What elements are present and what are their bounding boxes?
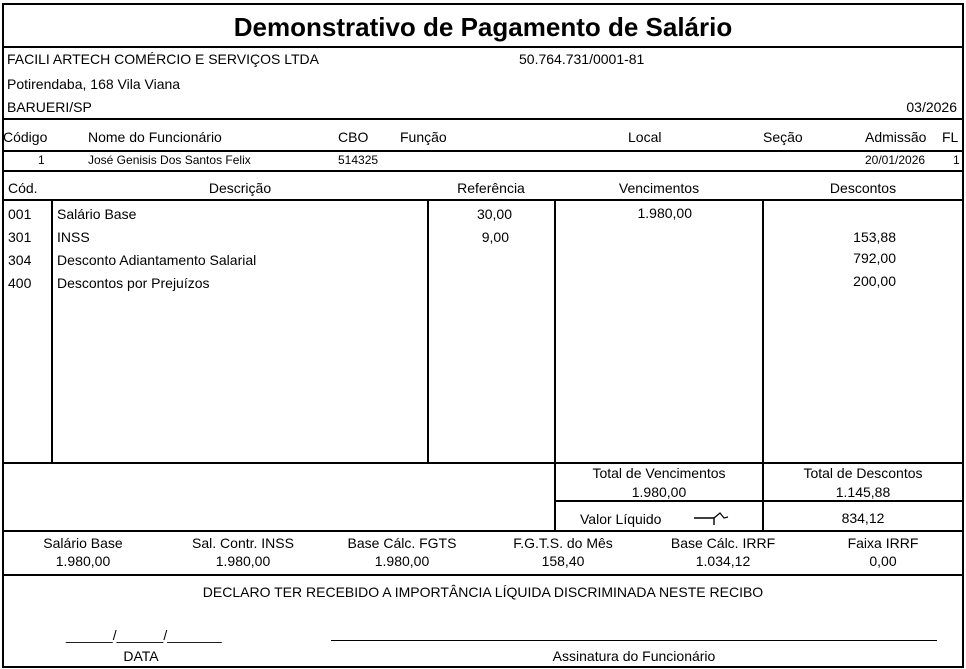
employee-divider: [2, 170, 964, 172]
item-descricao: INSS: [57, 229, 90, 245]
item-cod: 400: [8, 275, 32, 291]
total-descontos-value: 1.145,88: [835, 484, 891, 500]
col-divider-descricao: [427, 199, 429, 463]
total-vencimentos-label: Total de Vencimentos: [592, 465, 726, 481]
items-bottom-divider: [2, 462, 964, 464]
signature-line: [331, 640, 937, 641]
item-descricao: Desconto Adiantamento Salarial: [57, 252, 257, 268]
base-value: 158,40: [541, 553, 585, 569]
employee-nome: José Genisis Dos Santos Felix: [88, 153, 251, 167]
base-value: 1.980,00: [374, 553, 430, 569]
items-header-vencimentos: Vencimentos: [618, 180, 700, 196]
items-header-cod: Cód.: [8, 180, 38, 196]
valor-liquido-label: Valor Líquido: [580, 511, 662, 527]
header-local: Local: [628, 129, 662, 145]
item-descontos: 200,00: [853, 273, 896, 289]
base-value: 1.034,12: [695, 553, 751, 569]
item-referencia: 30,00: [476, 206, 512, 222]
frame-right: [962, 3, 964, 668]
item-descontos: 153,88: [853, 229, 896, 245]
header-funcao: Função: [400, 129, 447, 145]
page-title: Demonstrativo de Pagamento de Salário: [233, 12, 733, 42]
item-descontos: 792,00: [853, 250, 896, 266]
base-label: Salário Base: [43, 535, 123, 551]
company-cnpj: 50.764.731/0001-81: [519, 51, 645, 67]
employee-cbo: 514325: [338, 153, 379, 167]
company-city: BARUERI/SP: [7, 99, 92, 115]
employee-fl: 1: [953, 153, 960, 167]
bases-divider: [2, 574, 964, 576]
header-codigo: Código: [3, 129, 48, 145]
declaration-text: DECLARO TER RECEBIDO A IMPORTÂNCIA LÍQUIDA DISCRIMINADA NESTE RECIBO: [202, 584, 764, 600]
date-blank: ______/______/_______: [66, 627, 222, 643]
col-divider-cod: [51, 199, 53, 463]
item-cod: 304: [8, 252, 32, 268]
employee-admissao: 20/01/2026: [865, 153, 926, 167]
base-label: Faixa IRRF: [847, 535, 919, 551]
base-value: 1.980,00: [55, 553, 111, 569]
company-name: FACILI ARTECH COMÉRCIO E SERVIÇOS LTDA: [7, 51, 319, 67]
items-header-descontos: Descontos: [829, 180, 897, 196]
frame-top: [2, 3, 964, 5]
header-nome: Nome do Funcionário: [88, 129, 222, 145]
base-label: Base Cálc. IRRF: [670, 535, 776, 551]
valor-liquido-value: 834,12: [841, 510, 885, 526]
company-divider: [2, 118, 964, 120]
date-label: DATA: [123, 648, 159, 664]
frame-left: [2, 3, 4, 668]
base-label: Sal. Contr. INSS: [192, 535, 294, 551]
employee-codigo: 1: [38, 153, 45, 167]
col-divider-vencimentos: [762, 199, 764, 531]
col-divider-referencia: [554, 199, 556, 531]
item-vencimentos: 1.980,00: [637, 205, 692, 221]
total-descontos-label: Total de Descontos: [803, 465, 923, 481]
items-header-divider: [2, 199, 964, 201]
item-cod: 301: [8, 229, 32, 245]
frame-bottom: [2, 666, 964, 668]
liquido-divider: [2, 530, 964, 532]
header-cbo: CBO: [338, 129, 369, 145]
base-label: F.G.T.S. do Mês: [513, 535, 613, 551]
arrow-right-icon: [692, 509, 730, 527]
signature-label: Assinatura do Funcionário: [552, 648, 716, 664]
header-secao: Seção: [763, 129, 803, 145]
base-label: Base Cálc. FGTS: [347, 535, 457, 551]
base-value: 1.980,00: [215, 553, 271, 569]
items-header-referencia: Referência: [457, 180, 525, 196]
item-descricao: Salário Base: [57, 206, 137, 222]
employee-header-divider: [2, 150, 964, 152]
item-descricao: Descontos por Prejuízos: [57, 275, 210, 291]
totals-divider: [554, 500, 964, 502]
item-cod: 001: [8, 206, 32, 222]
title-divider: [2, 46, 964, 48]
header-fl: FL: [942, 129, 959, 145]
header-admissao: Admissão: [865, 129, 927, 145]
item-referencia: 9,00: [481, 229, 509, 245]
items-header-descricao: Descrição: [208, 180, 272, 196]
company-address: Potirendaba, 168 Vila Viana: [7, 76, 181, 92]
total-vencimentos-value: 1.980,00: [631, 484, 687, 500]
pay-period: 03/2026: [906, 99, 957, 115]
base-value: 0,00: [869, 553, 897, 569]
